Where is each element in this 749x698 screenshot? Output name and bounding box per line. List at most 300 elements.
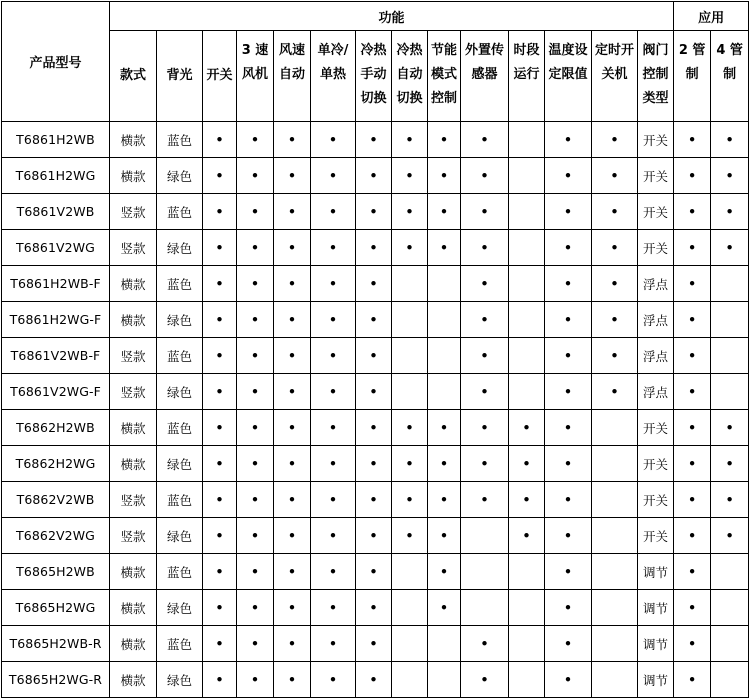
table-row: [2, 626, 749, 662]
feature-dot: •: [428, 482, 461, 518]
feature-dot: •: [428, 446, 461, 482]
feature-dot: •: [711, 446, 749, 482]
feature-dot: •: [545, 554, 592, 590]
feature-dot: •: [674, 266, 711, 302]
header-col-11: 温度设定限值: [545, 31, 592, 122]
feature-dot: •: [237, 374, 274, 410]
feature-dot: •: [274, 662, 311, 698]
header-col-0: 款式: [110, 31, 157, 122]
feature-dot: •: [545, 662, 592, 698]
table-row: [2, 266, 749, 302]
feature-dot: •: [392, 518, 428, 554]
value-cell: 开关: [638, 194, 674, 230]
empty-cell: [711, 374, 749, 410]
feature-dot: •: [203, 122, 237, 158]
value-cell: 横款: [110, 590, 157, 626]
value-cell: 蓝色: [157, 626, 203, 662]
feature-dot: •: [237, 266, 274, 302]
value-cell: 横款: [110, 446, 157, 482]
feature-dot: •: [674, 518, 711, 554]
feature-dot: •: [392, 158, 428, 194]
feature-dot: •: [545, 410, 592, 446]
model-cell: T6861H2WB: [2, 122, 110, 158]
header-col-12: 定时开关机: [592, 31, 638, 122]
value-cell: 横款: [110, 158, 157, 194]
feature-dot: •: [274, 626, 311, 662]
feature-dot: •: [674, 302, 711, 338]
feature-dot: •: [674, 338, 711, 374]
feature-dot: •: [674, 158, 711, 194]
value-cell: 竖款: [110, 518, 157, 554]
feature-dot: •: [237, 482, 274, 518]
feature-dot: •: [509, 410, 545, 446]
feature-dot: •: [461, 626, 509, 662]
feature-dot: •: [711, 230, 749, 266]
value-cell: 调节: [638, 590, 674, 626]
value-cell: 绿色: [157, 590, 203, 626]
value-cell: 蓝色: [157, 482, 203, 518]
model-cell: T6862H2WB: [2, 410, 110, 446]
feature-dot: •: [674, 554, 711, 590]
feature-dot: •: [274, 158, 311, 194]
feature-dot: •: [274, 266, 311, 302]
empty-cell: [711, 662, 749, 698]
table-row: [2, 446, 749, 482]
feature-dot: •: [592, 122, 638, 158]
feature-dot: •: [592, 194, 638, 230]
header-col-10: 时段运行: [509, 31, 545, 122]
feature-dot: •: [592, 374, 638, 410]
feature-dot: •: [237, 554, 274, 590]
value-cell: 调节: [638, 662, 674, 698]
value-cell: 浮点: [638, 338, 674, 374]
feature-dot: •: [311, 302, 356, 338]
header-col-9: 外置传感器: [461, 31, 509, 122]
model-cell: T6861H2WB-F: [2, 266, 110, 302]
feature-dot: •: [311, 554, 356, 590]
value-cell: 横款: [110, 302, 157, 338]
value-cell: 调节: [638, 626, 674, 662]
feature-dot: •: [203, 446, 237, 482]
feature-dot: •: [356, 410, 392, 446]
feature-dot: •: [356, 590, 392, 626]
header-col-1: 背光: [157, 31, 203, 122]
empty-cell: [428, 374, 461, 410]
feature-dot: •: [461, 446, 509, 482]
empty-cell: [509, 374, 545, 410]
table-row: [2, 374, 749, 410]
header-app-col-1: 4 管制: [711, 31, 749, 122]
feature-dot: •: [461, 230, 509, 266]
feature-dot: •: [674, 626, 711, 662]
feature-dot: •: [203, 410, 237, 446]
feature-dot: •: [203, 230, 237, 266]
feature-dot: •: [711, 122, 749, 158]
feature-dot: •: [674, 446, 711, 482]
model-cell: T6861V2WB-F: [2, 338, 110, 374]
model-cell: T6861V2WB: [2, 194, 110, 230]
feature-dot: •: [356, 158, 392, 194]
empty-cell: [392, 374, 428, 410]
empty-cell: [592, 554, 638, 590]
table-row: [2, 158, 749, 194]
feature-dot: •: [461, 302, 509, 338]
empty-cell: [509, 626, 545, 662]
value-cell: 浮点: [638, 302, 674, 338]
feature-dot: •: [274, 122, 311, 158]
feature-dot: •: [237, 230, 274, 266]
header-col-5: 单冷/单热: [311, 31, 356, 122]
feature-dot: •: [545, 302, 592, 338]
empty-cell: [592, 518, 638, 554]
feature-dot: •: [592, 266, 638, 302]
feature-dot: •: [356, 518, 392, 554]
empty-cell: [509, 590, 545, 626]
feature-dot: •: [237, 410, 274, 446]
feature-dot: •: [592, 302, 638, 338]
value-cell: 绿色: [157, 374, 203, 410]
feature-dot: •: [203, 374, 237, 410]
feature-dot: •: [356, 122, 392, 158]
empty-cell: [428, 302, 461, 338]
value-cell: 横款: [110, 626, 157, 662]
feature-dot: •: [356, 338, 392, 374]
model-cell: T6861H2WG-F: [2, 302, 110, 338]
value-cell: 横款: [110, 662, 157, 698]
feature-dot: •: [545, 338, 592, 374]
feature-dot: •: [509, 482, 545, 518]
model-cell: T6862H2WG: [2, 446, 110, 482]
value-cell: 开关: [638, 158, 674, 194]
feature-dot: •: [203, 626, 237, 662]
empty-cell: [592, 662, 638, 698]
value-cell: 绿色: [157, 518, 203, 554]
empty-cell: [509, 122, 545, 158]
empty-cell: [509, 158, 545, 194]
empty-cell: [509, 266, 545, 302]
value-cell: 横款: [110, 554, 157, 590]
feature-dot: •: [237, 662, 274, 698]
value-cell: 竖款: [110, 194, 157, 230]
feature-dot: •: [203, 482, 237, 518]
feature-dot: •: [274, 446, 311, 482]
table-row: [2, 194, 749, 230]
feature-dot: •: [311, 158, 356, 194]
table-row: [2, 230, 749, 266]
model-cell: T6861V2WG-F: [2, 374, 110, 410]
feature-dot: •: [203, 518, 237, 554]
table-row: [2, 482, 749, 518]
value-cell: 竖款: [110, 482, 157, 518]
empty-cell: [509, 194, 545, 230]
empty-cell: [392, 590, 428, 626]
value-cell: 横款: [110, 122, 157, 158]
feature-dot: •: [461, 410, 509, 446]
feature-dot: •: [311, 662, 356, 698]
feature-dot: •: [461, 662, 509, 698]
feature-dot: •: [711, 194, 749, 230]
model-cell: T6862V2WB: [2, 482, 110, 518]
table-row: [2, 302, 749, 338]
header-col-7: 冷热自动切换: [392, 31, 428, 122]
feature-dot: •: [311, 266, 356, 302]
value-cell: 蓝色: [157, 410, 203, 446]
table-row: [2, 518, 749, 554]
feature-dot: •: [428, 590, 461, 626]
empty-cell: [461, 554, 509, 590]
value-cell: 横款: [110, 266, 157, 302]
feature-dot: •: [274, 374, 311, 410]
value-cell: 浮点: [638, 374, 674, 410]
feature-dot: •: [203, 338, 237, 374]
value-cell: 绿色: [157, 446, 203, 482]
value-cell: 横款: [110, 410, 157, 446]
value-cell: 蓝色: [157, 122, 203, 158]
feature-dot: •: [311, 122, 356, 158]
empty-cell: [592, 590, 638, 626]
empty-cell: [428, 266, 461, 302]
feature-dot: •: [545, 482, 592, 518]
empty-cell: [509, 554, 545, 590]
feature-dot: •: [392, 446, 428, 482]
value-cell: 竖款: [110, 230, 157, 266]
header-product-model: 产品型号: [2, 2, 110, 122]
table-row: [2, 122, 749, 158]
table-row: [2, 554, 749, 590]
empty-cell: [592, 482, 638, 518]
feature-dot: •: [237, 446, 274, 482]
empty-cell: [711, 626, 749, 662]
feature-dot: •: [545, 446, 592, 482]
header-col-4: 风速自动: [274, 31, 311, 122]
feature-dot: •: [274, 518, 311, 554]
empty-cell: [592, 446, 638, 482]
header-col-13: 阀门控制类型: [638, 31, 674, 122]
feature-dot: •: [392, 482, 428, 518]
empty-cell: [711, 590, 749, 626]
feature-dot: •: [428, 554, 461, 590]
feature-dot: •: [674, 662, 711, 698]
feature-dot: •: [674, 374, 711, 410]
feature-dot: •: [545, 122, 592, 158]
feature-dot: •: [203, 194, 237, 230]
header-col-6: 冷热手动切换: [356, 31, 392, 122]
feature-dot: •: [274, 554, 311, 590]
value-cell: 蓝色: [157, 554, 203, 590]
empty-cell: [428, 626, 461, 662]
feature-dot: •: [203, 662, 237, 698]
empty-cell: [461, 590, 509, 626]
feature-dot: •: [711, 410, 749, 446]
feature-dot: •: [274, 302, 311, 338]
feature-dot: •: [392, 194, 428, 230]
feature-dot: •: [356, 194, 392, 230]
feature-dot: •: [674, 230, 711, 266]
value-cell: 开关: [638, 518, 674, 554]
feature-dot: •: [311, 482, 356, 518]
value-cell: 蓝色: [157, 194, 203, 230]
feature-dot: •: [274, 482, 311, 518]
empty-cell: [461, 518, 509, 554]
feature-dot: •: [428, 158, 461, 194]
empty-cell: [392, 338, 428, 374]
empty-cell: [392, 302, 428, 338]
value-cell: 蓝色: [157, 338, 203, 374]
value-cell: 绿色: [157, 158, 203, 194]
feature-dot: •: [674, 590, 711, 626]
feature-dot: •: [428, 230, 461, 266]
feature-dot: •: [356, 446, 392, 482]
feature-dot: •: [674, 194, 711, 230]
feature-dot: •: [356, 374, 392, 410]
feature-dot: •: [461, 374, 509, 410]
feature-dot: •: [461, 338, 509, 374]
feature-dot: •: [237, 338, 274, 374]
empty-cell: [392, 626, 428, 662]
feature-dot: •: [311, 194, 356, 230]
header-functions: 功能: [110, 2, 674, 31]
feature-dot: •: [545, 194, 592, 230]
feature-dot: •: [237, 122, 274, 158]
feature-dot: •: [356, 230, 392, 266]
feature-dot: •: [428, 410, 461, 446]
feature-dot: •: [428, 122, 461, 158]
feature-dot: •: [311, 374, 356, 410]
feature-dot: •: [311, 446, 356, 482]
feature-dot: •: [592, 338, 638, 374]
feature-dot: •: [674, 122, 711, 158]
feature-dot: •: [237, 626, 274, 662]
value-cell: 绿色: [157, 302, 203, 338]
feature-dot: •: [356, 482, 392, 518]
feature-dot: •: [392, 122, 428, 158]
feature-dot: •: [237, 302, 274, 338]
header-col-3: 3 速风机: [237, 31, 274, 122]
feature-dot: •: [356, 554, 392, 590]
feature-dot: •: [356, 266, 392, 302]
feature-dot: •: [274, 194, 311, 230]
feature-dot: •: [545, 626, 592, 662]
empty-cell: [711, 266, 749, 302]
feature-dot: •: [203, 590, 237, 626]
feature-dot: •: [545, 374, 592, 410]
empty-cell: [392, 662, 428, 698]
empty-cell: [392, 554, 428, 590]
value-cell: 开关: [638, 230, 674, 266]
model-cell: T6865H2WB: [2, 554, 110, 590]
feature-dot: •: [311, 626, 356, 662]
value-cell: 蓝色: [157, 266, 203, 302]
feature-dot: •: [203, 554, 237, 590]
model-cell: T6865H2WG-R: [2, 662, 110, 698]
feature-dot: •: [461, 482, 509, 518]
value-cell: 浮点: [638, 266, 674, 302]
feature-dot: •: [237, 158, 274, 194]
empty-cell: [509, 230, 545, 266]
empty-cell: [428, 662, 461, 698]
feature-dot: •: [356, 302, 392, 338]
feature-dot: •: [461, 266, 509, 302]
table-row: [2, 338, 749, 374]
feature-dot: •: [711, 158, 749, 194]
model-cell: T6861H2WG: [2, 158, 110, 194]
feature-dot: •: [311, 518, 356, 554]
feature-dot: •: [674, 482, 711, 518]
model-cell: T6862V2WG: [2, 518, 110, 554]
feature-dot: •: [274, 410, 311, 446]
empty-cell: [711, 338, 749, 374]
empty-cell: [428, 338, 461, 374]
feature-dot: •: [392, 230, 428, 266]
feature-dot: •: [356, 626, 392, 662]
feature-dot: •: [311, 338, 356, 374]
feature-dot: •: [311, 410, 356, 446]
value-cell: 绿色: [157, 662, 203, 698]
header-application: 应用: [674, 2, 749, 31]
feature-dot: •: [274, 590, 311, 626]
value-cell: 开关: [638, 482, 674, 518]
value-cell: 竖款: [110, 374, 157, 410]
model-cell: T6865H2WB-R: [2, 626, 110, 662]
table-row: [2, 662, 749, 698]
table-row: [2, 410, 749, 446]
feature-dot: •: [545, 518, 592, 554]
table-row: [2, 590, 749, 626]
feature-dot: •: [311, 590, 356, 626]
empty-cell: [711, 302, 749, 338]
feature-dot: •: [428, 194, 461, 230]
value-cell: 调节: [638, 554, 674, 590]
feature-dot: •: [274, 230, 311, 266]
feature-dot: •: [203, 158, 237, 194]
feature-dot: •: [461, 194, 509, 230]
value-cell: 绿色: [157, 230, 203, 266]
feature-dot: •: [274, 338, 311, 374]
feature-dot: •: [592, 158, 638, 194]
empty-cell: [711, 554, 749, 590]
model-cell: T6861V2WG: [2, 230, 110, 266]
feature-dot: •: [237, 518, 274, 554]
feature-dot: •: [237, 194, 274, 230]
value-cell: 竖款: [110, 338, 157, 374]
header-col-8: 节能模式控制: [428, 31, 461, 122]
empty-cell: [509, 338, 545, 374]
feature-dot: •: [711, 482, 749, 518]
value-cell: 开关: [638, 122, 674, 158]
feature-dot: •: [592, 230, 638, 266]
header-col-2: 开关: [203, 31, 237, 122]
feature-dot: •: [203, 266, 237, 302]
feature-dot: •: [674, 410, 711, 446]
feature-dot: •: [545, 158, 592, 194]
empty-cell: [509, 662, 545, 698]
value-cell: 开关: [638, 410, 674, 446]
feature-dot: •: [428, 518, 461, 554]
empty-cell: [509, 302, 545, 338]
feature-dot: •: [545, 590, 592, 626]
empty-cell: [592, 626, 638, 662]
feature-dot: •: [203, 302, 237, 338]
feature-dot: •: [311, 230, 356, 266]
empty-cell: [392, 266, 428, 302]
feature-dot: •: [545, 230, 592, 266]
product-spec-table: [1, 1, 749, 698]
feature-dot: •: [461, 122, 509, 158]
value-cell: 开关: [638, 446, 674, 482]
model-cell: T6865H2WG: [2, 590, 110, 626]
feature-dot: •: [461, 158, 509, 194]
feature-dot: •: [392, 410, 428, 446]
